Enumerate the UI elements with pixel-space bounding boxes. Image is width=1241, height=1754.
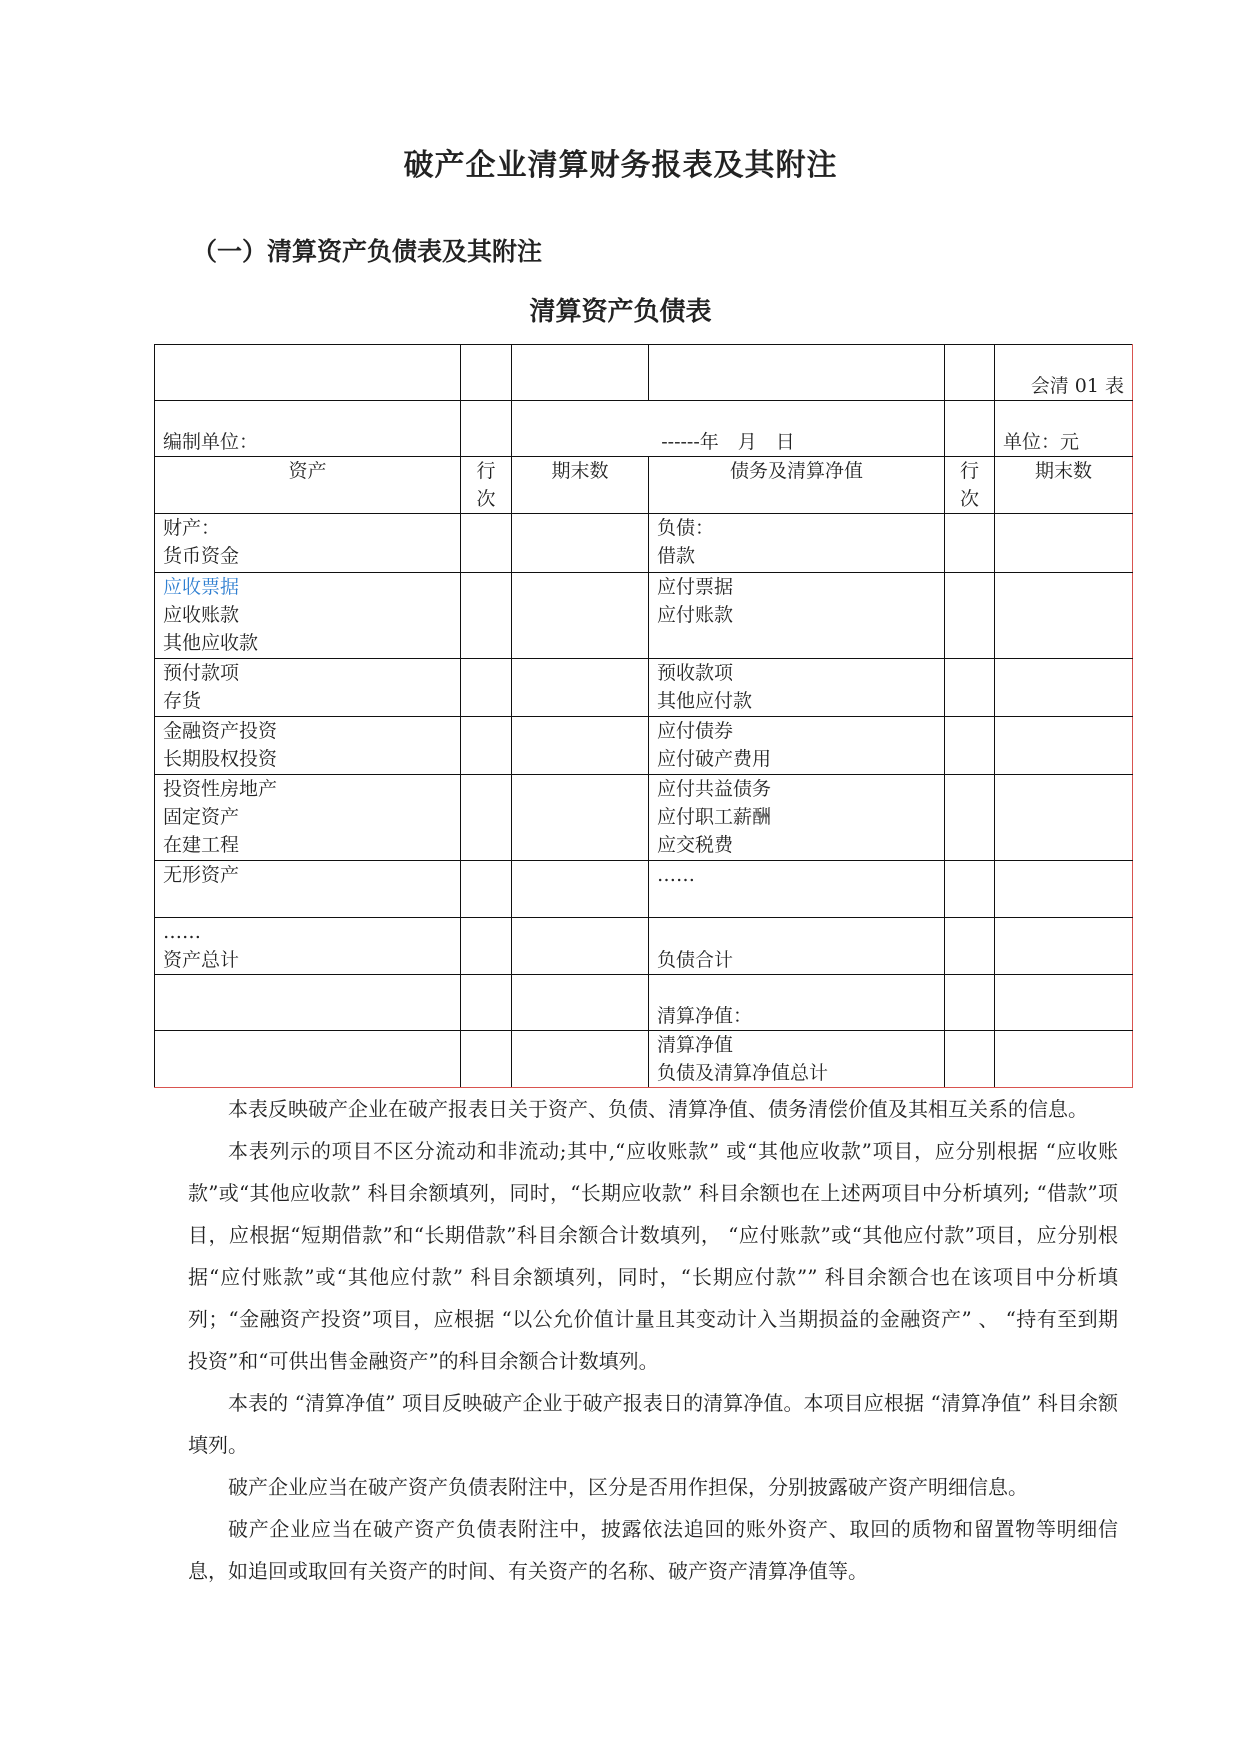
note-paragraph: 本表列示的项目不区分流动和非流动;其中,“应收账款” 或“其他应收款”项目，应分别根据 “应收账款”或“其他应收款” 科目余额填列，同时，“长期应收款” 科目余额也在上述两项目中分析填列; “借款”项目，应根据“短期借款”和“长期借款”科目余额合计数填列， “应付账款”或“其他应付款”项目，应分别根据“应付账款”或“其他应付款” 科目余额填列，同时，“长期应付款”” 科目余额合也在该项目中分析填列；“金融资产投资”项目，应根据 “以公允价值计量且其变动计入当期损益的金融资产” 、 “持有至到期投资”和“可供出售金融资产”的科目余额合计数填列。 <box>188 1139 1118 1373</box>
liability-cell: 清算净值： <box>649 975 945 1031</box>
table-row <box>155 514 1133 573</box>
asset-cell: 财产： 货币资金 <box>155 514 461 573</box>
asset-cell: 金融资产投资 长期股权投资 <box>155 717 461 775</box>
table-row <box>155 573 1133 659</box>
liability-cell: 负债： 借款 <box>649 514 945 573</box>
liability-cell: 应付票据 应付账款 <box>649 573 945 659</box>
balance-sheet-table <box>154 344 1133 1088</box>
meta-row <box>155 401 1133 457</box>
table-title: 清算资产负债表 <box>529 297 712 327</box>
header-end-balance: 期末数 <box>512 457 649 514</box>
table-row <box>155 918 1133 975</box>
table-row <box>155 861 1133 918</box>
note-paragraph: 本表的 “清算净值” 项目反映破产企业于破产报表日的清算净值。本项目应根据 “清算净值” 科目余额填列。 <box>188 1391 1118 1457</box>
note-paragraph: 本表反映破产企业在破产报表日关于资产、负债、清算净值、债务清偿价值及其相互关系的信息。 <box>228 1097 1088 1121</box>
document-title: 破产企业清算财务报表及其附注 <box>403 148 838 183</box>
note-paragraph: 破产企业应当在破产资产负债表附注中，披露依法追回的账外资产、取回的质物和留置物等明细信息，如追回或取回有关资产的时间、有关资产的名称、破产资产清算净值等。 <box>188 1517 1118 1583</box>
header-row <box>155 457 1133 514</box>
table-row <box>155 659 1133 717</box>
asset-cell: 应收票据 应收账款 其他应收款 <box>155 573 461 659</box>
liability-cell: 负债合计 <box>649 918 945 975</box>
header-row-no: 行 次 <box>945 457 995 514</box>
section-title: （一）清算资产负债表及其附注 <box>192 237 543 266</box>
table-notes <box>188 1088 1118 1592</box>
liability-cell: 预收款项 其他应付款 <box>649 659 945 717</box>
report-date: ------年 月 日 <box>512 401 945 457</box>
form-code-row <box>155 345 1133 401</box>
asset-cell: 投资性房地产 固定资产 在建工程 <box>155 775 461 861</box>
header-end-balance: 期末数 <box>995 457 1133 514</box>
asset-cell: 无形资产 <box>155 861 461 918</box>
header-liability: 债务及清算净值 <box>649 457 945 514</box>
header-asset: 资产 <box>155 457 461 514</box>
table-row <box>155 775 1133 861</box>
asset-cell: …… 资产总计 <box>155 918 461 975</box>
table-row <box>155 1031 1133 1088</box>
prepared-by-label: 编制单位： <box>155 401 461 457</box>
notes-receivable-link[interactable]: 应收票据 <box>163 576 240 598</box>
table-row <box>155 975 1133 1031</box>
liability-cell: …… <box>649 861 945 918</box>
header-row-no: 行 次 <box>461 457 512 514</box>
note-paragraph: 破产企业应当在破产资产负债表附注中，区分是否用作担保，分别披露破产资产明细信息。 <box>228 1475 1028 1499</box>
asset-cell: 预付款项 存货 <box>155 659 461 717</box>
liability-cell: 应付债券 应付破产费用 <box>649 717 945 775</box>
form-code: 会清 01 表 <box>995 345 1133 401</box>
liability-cell: 应付共益债务 应付职工薪酬 应交税费 <box>649 775 945 861</box>
table-row <box>155 717 1133 775</box>
unit-label: 单位：元 <box>995 401 1133 457</box>
liability-cell: 清算净值 负债及清算净值总计 <box>649 1031 945 1088</box>
